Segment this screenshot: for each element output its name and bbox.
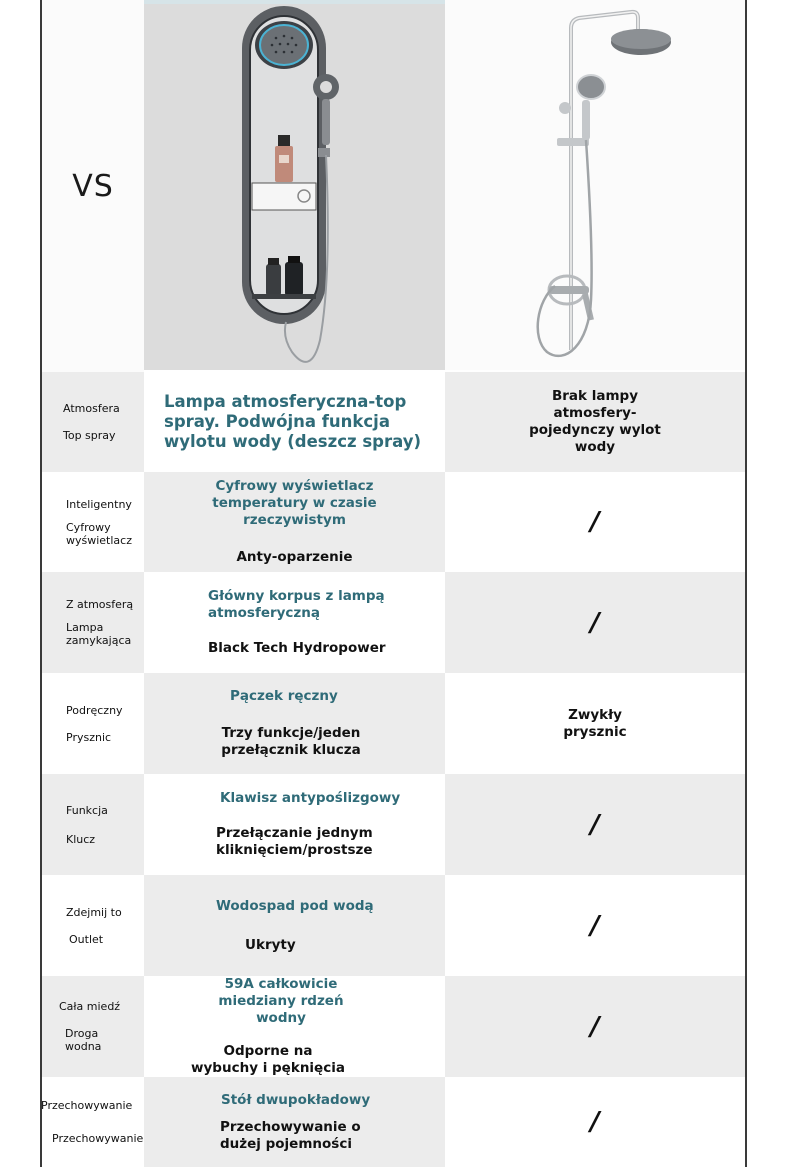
theirs-cell — [445, 976, 745, 1077]
feature-sublabel: Prysznic — [66, 730, 112, 744]
theirs-text: / — [590, 507, 600, 537]
ours-primary-text: Klawisz antypoślizgowy — [220, 790, 401, 806]
ours-secondary-text: Ukryty — [245, 936, 296, 953]
table-row — [42, 875, 745, 976]
feature-sublabel: Top spray — [63, 429, 116, 442]
ordinary-shower-image — [445, 0, 745, 370]
table-row — [42, 1077, 745, 1167]
ours-secondary-text: Odporne na wybuchy i pęknięcia — [191, 1043, 345, 1076]
ours-secondary-text: Przełączanie jednym kliknięciem/prostsze — [216, 825, 373, 858]
ours-secondary-text: Przechowywanie o dużej pojemności — [220, 1118, 361, 1152]
ours-primary-text: Stół dwupokładowy — [221, 1091, 371, 1108]
ours-cell — [144, 673, 445, 774]
feature-label-cell — [42, 372, 144, 472]
feature-label-cell — [42, 774, 144, 875]
ordinary-shower-illustration — [445, 0, 745, 370]
feature-sublabel: Cyfrowy wyświetlacz — [66, 520, 132, 547]
theirs-cell — [445, 673, 745, 774]
ours-primary-text: Wodospad pod wodą — [216, 897, 374, 914]
product-header-row — [42, 0, 745, 372]
table-row — [42, 774, 745, 875]
ours-cell — [144, 472, 445, 572]
ours-cell — [144, 372, 445, 472]
feature-sublabel: Lampa zamykająca — [66, 621, 132, 647]
feature-label-cell — [42, 472, 144, 572]
ours-secondary-text: Anty-oparzenie — [236, 549, 353, 565]
table-row — [42, 673, 745, 774]
smart-shower-panel-image — [144, 0, 445, 370]
theirs-text: / — [590, 1011, 600, 1042]
theirs-text: / — [590, 1107, 600, 1137]
ours-secondary-text: Black Tech Hydropower — [208, 640, 386, 656]
feature-sublabel: Przechowywanie — [52, 1132, 144, 1145]
feature-sublabel: Droga wodna — [65, 1027, 102, 1053]
feature-label-cell — [42, 572, 144, 673]
feature-label: Cała miedź — [59, 1000, 121, 1013]
feature-label: Funkcja — [66, 803, 108, 817]
theirs-cell — [445, 1077, 745, 1167]
feature-sublabel: Outlet — [69, 932, 104, 946]
ours-secondary-text: Trzy funkcje/jeden przełącznik klucza — [221, 725, 361, 758]
feature-label-cell — [42, 875, 144, 976]
table-row — [42, 572, 745, 673]
theirs-cell — [445, 472, 745, 572]
comparison-table — [40, 0, 747, 1167]
theirs-text: / — [590, 910, 600, 941]
feature-label-cell — [42, 1077, 144, 1167]
smart-shower-panel-illustration — [144, 0, 445, 370]
vs-label: VS — [72, 168, 114, 204]
table-row — [42, 372, 745, 472]
ours-cell — [144, 1077, 445, 1167]
feature-label: Z atmosferą — [66, 598, 134, 611]
ours-cell — [144, 976, 445, 1077]
feature-label: Atmosfera — [63, 402, 120, 415]
theirs-cell — [445, 774, 745, 875]
ours-primary-text: 59A całkowicie miedziany rdzeń wodny — [218, 976, 344, 1026]
feature-label: Podręczny — [66, 703, 123, 717]
theirs-text: Brak lampy atmosfery-pojedynczy wylot wody — [529, 388, 661, 455]
ours-primary-text: Cyfrowy wyświetlacz temperatury w czasie rzeczywistym — [212, 478, 377, 528]
ours-cell — [144, 774, 445, 875]
theirs-text: Zwykły prysznic — [563, 706, 627, 740]
ours-primary-text: Pączek ręczny — [230, 688, 338, 704]
ours-cell — [144, 572, 445, 673]
theirs-text: / — [590, 607, 600, 638]
ours-primary-text: Lampa atmosferyczna-top spray. Podwójna funkcja wylotu wody (deszcz spray) — [164, 392, 422, 451]
feature-sublabel: Klucz — [66, 832, 96, 846]
theirs-cell — [445, 572, 745, 673]
table-row — [42, 976, 745, 1077]
feature-label: Przechowywanie — [41, 1099, 133, 1112]
table-row — [42, 472, 745, 572]
theirs-cell — [445, 875, 745, 976]
theirs-cell — [445, 372, 745, 472]
ours-cell — [144, 875, 445, 976]
feature-label: Inteligentny — [66, 497, 132, 511]
ours-primary-text: Główny korpus z lampą atmosferyczną — [208, 588, 385, 621]
theirs-text: / — [590, 809, 600, 840]
feature-label-cell — [42, 976, 144, 1077]
vs-cell — [42, 0, 144, 372]
feature-label: Zdejmij to — [66, 905, 122, 919]
feature-label-cell — [42, 673, 144, 774]
